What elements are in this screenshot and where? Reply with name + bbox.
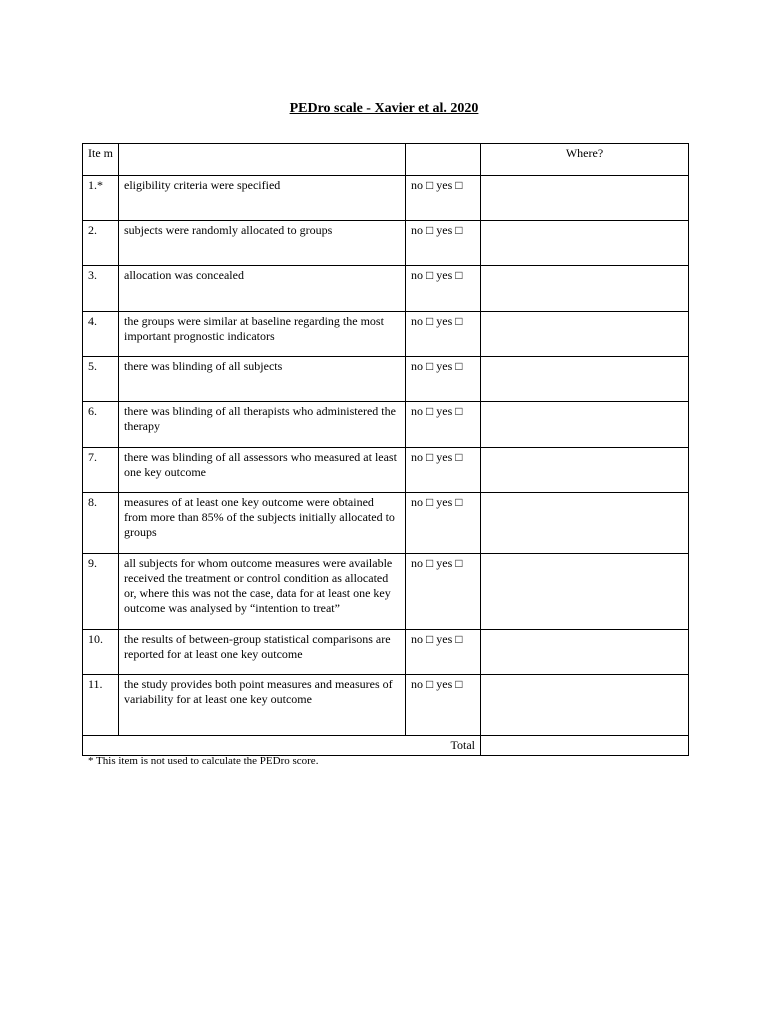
where-cell[interactable] <box>481 176 689 221</box>
answer-checkboxes[interactable]: no □ yes □ <box>406 630 481 675</box>
answer-checkboxes[interactable]: no □ yes □ <box>406 402 481 448</box>
item-number: 8. <box>83 493 119 554</box>
answer-checkboxes[interactable]: no □ yes □ <box>406 357 481 402</box>
page-title: PEDro scale - Xavier et al. 2020 <box>289 101 479 116</box>
answer-checkboxes[interactable]: no □ yes □ <box>406 675 481 736</box>
answer-checkboxes[interactable]: no □ yes □ <box>406 176 481 221</box>
where-cell[interactable] <box>481 266 689 312</box>
item-number: 5. <box>83 357 119 402</box>
table-row <box>83 675 689 736</box>
table-row <box>83 402 689 448</box>
item-number: 9. <box>83 554 119 630</box>
answer-checkboxes[interactable]: no □ yes □ <box>406 493 481 554</box>
table-row <box>83 176 689 221</box>
item-criterion: there was blinding of all assessors who measured at least one key outcome <box>119 448 406 493</box>
item-criterion: the study provides both point measures and measures of variability for at least one key outcome <box>119 675 406 736</box>
where-cell[interactable] <box>481 402 689 448</box>
item-number: 6. <box>83 402 119 448</box>
answer-checkboxes[interactable]: no □ yes □ <box>406 312 481 357</box>
answer-checkboxes[interactable]: no □ yes □ <box>406 221 481 266</box>
answer-checkboxes[interactable]: no □ yes □ <box>406 448 481 493</box>
where-cell[interactable] <box>481 312 689 357</box>
table-header-row <box>83 144 689 176</box>
item-number: 11. <box>83 675 119 736</box>
where-cell[interactable] <box>481 630 689 675</box>
total-row <box>83 736 689 756</box>
item-number: 4. <box>83 312 119 357</box>
item-number: 1.* <box>83 176 119 221</box>
item-criterion: allocation was concealed <box>119 266 406 312</box>
where-cell[interactable] <box>481 675 689 736</box>
where-cell[interactable] <box>481 554 689 630</box>
table-row <box>83 554 689 630</box>
item-criterion: there was blinding of all subjects <box>119 357 406 402</box>
footnote: * This item is not used to calculate the PEDro score. <box>88 755 319 767</box>
table-row <box>83 448 689 493</box>
table-row <box>83 357 689 402</box>
where-cell[interactable] <box>481 493 689 554</box>
table-row <box>83 312 689 357</box>
where-cell[interactable] <box>481 357 689 402</box>
item-criterion: the results of between-group statistical comparisons are reported for at least one key outcome <box>119 630 406 675</box>
answer-checkboxes[interactable]: no □ yes □ <box>406 554 481 630</box>
item-criterion: the groups were similar at baseline regarding the most important prognostic indicators <box>119 312 406 357</box>
item-number: 3. <box>83 266 119 312</box>
header-answer <box>406 144 481 176</box>
where-cell[interactable] <box>481 221 689 266</box>
item-number: 7. <box>83 448 119 493</box>
item-criterion: all subjects for whom outcome measures were available received the treatment or control condition as allocated or, where this was not the case, data for at least one key outcome was analysed by “intention to treat” <box>119 554 406 630</box>
header-item: Ite m <box>83 144 119 176</box>
item-criterion: measures of at least one key outcome were obtained from more than 85% of the subjects initially allocated to groups <box>119 493 406 554</box>
item-criterion: subjects were randomly allocated to groups <box>119 221 406 266</box>
item-criterion: there was blinding of all therapists who administered the therapy <box>119 402 406 448</box>
where-cell[interactable] <box>481 448 689 493</box>
total-value[interactable] <box>481 736 689 756</box>
item-number: 10. <box>83 630 119 675</box>
item-criterion: eligibility criteria were specified <box>119 176 406 221</box>
table-row <box>83 221 689 266</box>
header-where: Where? <box>481 144 689 176</box>
item-number: 2. <box>83 221 119 266</box>
answer-checkboxes[interactable]: no □ yes □ <box>406 266 481 312</box>
header-criterion <box>119 144 406 176</box>
table-row <box>83 493 689 554</box>
pedro-scale-table <box>82 143 689 756</box>
table-row <box>83 630 689 675</box>
table-row <box>83 266 689 312</box>
total-label: Total <box>83 736 481 756</box>
